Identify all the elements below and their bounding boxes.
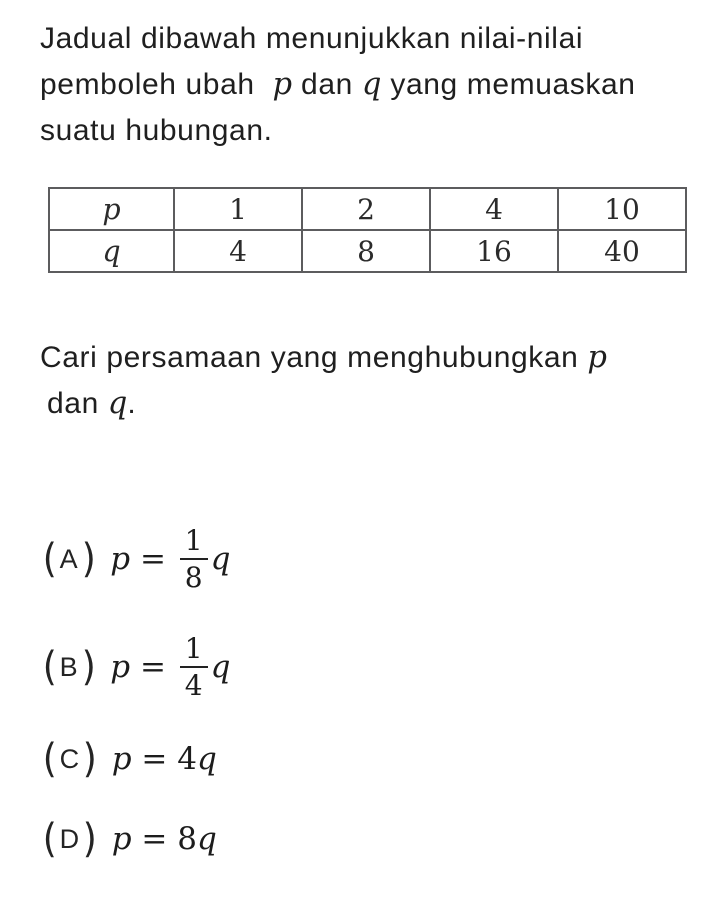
text-segment: Cari persamaan yang menghubungkan (40, 341, 588, 374)
math-variable: p (111, 741, 132, 777)
option-letter: C (59, 743, 81, 774)
text-segment: pemboleh ubah (40, 68, 273, 101)
fraction-denominator: 4 (184, 669, 203, 702)
option-label (42, 536, 96, 582)
table-value-cell (174, 230, 302, 272)
fraction-numerator: 1 (180, 525, 208, 560)
option-B (42, 619, 700, 715)
fraction-numerator: 1 (180, 633, 208, 668)
option-paren: ) (82, 736, 97, 782)
option-paren: ) (81, 536, 96, 582)
math-variable: p (272, 67, 293, 102)
text-segment: suatu hubungan. (40, 114, 273, 147)
option-D (42, 815, 700, 863)
fraction (180, 525, 208, 594)
option-letter: B (59, 651, 79, 682)
table-row-header-cell (49, 230, 174, 272)
table-value-cell (302, 230, 430, 272)
text-segment: yang memuaskan (381, 68, 636, 101)
option-label (42, 644, 96, 690)
text-segment: 40 (604, 234, 640, 268)
text-line (40, 381, 700, 427)
option-equation (112, 821, 217, 857)
text-segment: Jadual dibawah menunjukkan nilai-nilai (40, 22, 584, 55)
fraction-denominator: 8 (184, 561, 203, 594)
text-line (40, 335, 700, 381)
option-C (42, 735, 700, 783)
math-variable: q (102, 234, 121, 268)
option-paren: ( (42, 536, 57, 582)
math-variable: q (196, 741, 217, 777)
text-segment: dan (292, 68, 362, 101)
table-row (49, 188, 686, 230)
math-variable: q (210, 541, 231, 577)
table-value-cell (430, 230, 558, 272)
fraction (180, 633, 208, 702)
option-equation (110, 525, 230, 594)
math-variable: p (111, 821, 132, 857)
math-variable: p (102, 192, 121, 226)
table-row (49, 230, 686, 272)
math-variable: q (210, 649, 231, 685)
text-segment: = 8 (131, 821, 197, 857)
pq-value-table (48, 187, 687, 273)
table-value-cell (302, 188, 430, 230)
table-value-cell (430, 188, 558, 230)
option-paren: ( (42, 644, 57, 690)
text-segment: = (130, 649, 176, 685)
text-segment: 4 (229, 234, 247, 268)
text-line (40, 108, 700, 154)
text-segment: = 4 (131, 741, 197, 777)
question-paragraph (40, 335, 700, 427)
text-segment: 8 (357, 234, 375, 268)
option-paren: ) (82, 816, 97, 862)
table-value-cell (558, 230, 686, 272)
math-variable: q (361, 67, 382, 102)
option-A (42, 511, 700, 607)
text-line (40, 16, 700, 62)
text-segment: dan (47, 387, 108, 420)
option-paren: ( (42, 816, 57, 862)
text-segment: 16 (476, 234, 512, 268)
table-value-cell (558, 188, 686, 230)
math-variable: p (110, 541, 131, 577)
option-label (42, 816, 98, 862)
math-variable: p (110, 649, 131, 685)
option-label (42, 736, 98, 782)
text-segment: 2 (357, 192, 375, 226)
option-paren: ) (81, 644, 96, 690)
option-paren: ( (42, 736, 57, 782)
answer-options-list (40, 511, 700, 863)
math-variable: q (107, 386, 128, 421)
text-line (40, 62, 700, 108)
option-equation (110, 633, 230, 702)
text-segment: 10 (604, 192, 640, 226)
option-letter: A (59, 543, 79, 574)
intro-paragraph (40, 16, 700, 154)
text-segment: = (130, 541, 176, 577)
table-row-header-cell (49, 188, 174, 230)
text-segment: 1 (229, 192, 247, 226)
text-segment: 4 (485, 192, 503, 226)
text-segment: . (127, 387, 137, 420)
math-variable: q (196, 821, 217, 857)
table-value-cell (174, 188, 302, 230)
option-letter: D (59, 823, 81, 854)
math-variable: p (587, 340, 608, 375)
option-equation (112, 741, 217, 777)
